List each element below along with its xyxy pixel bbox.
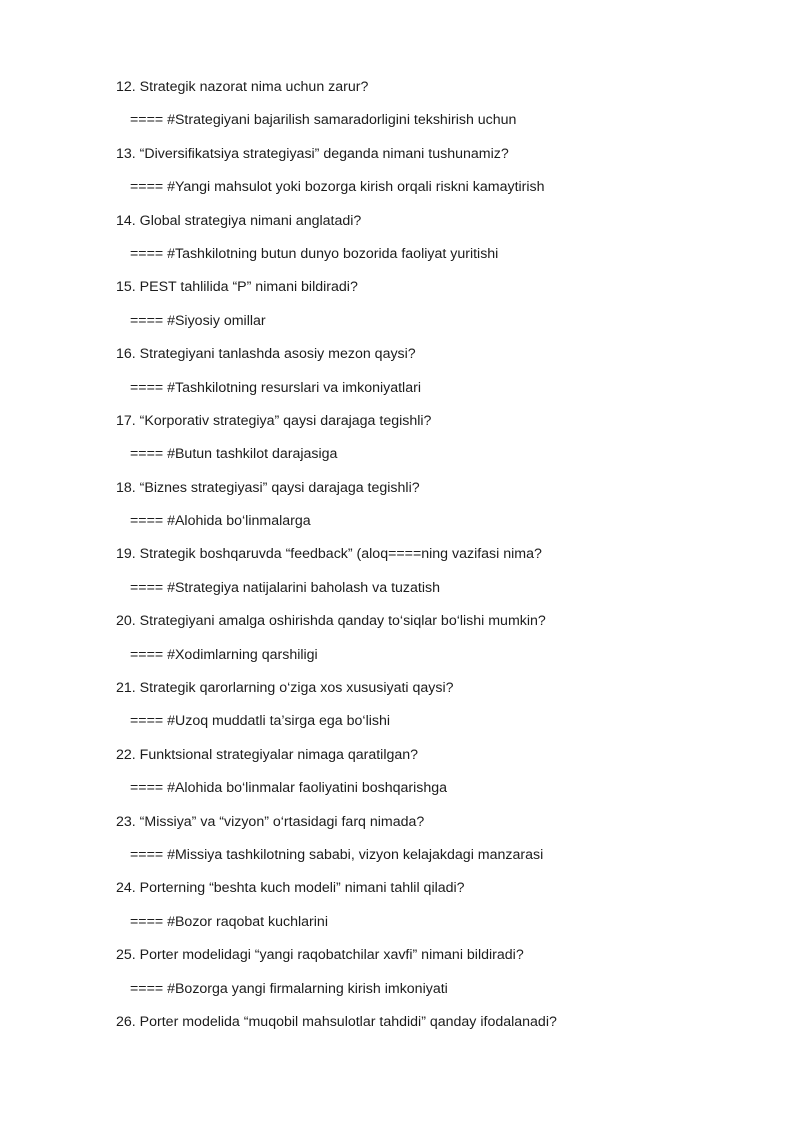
question-15: 15. PEST tahlilida “P” nimani bildiradi? bbox=[116, 279, 358, 296]
answer-22: ==== #Alohida bo‘linmalar faoliyatini boshqarishga bbox=[130, 780, 448, 797]
question-24: 24. Porterning “beshta kuch modeli” nimani tahlil qiladi? bbox=[116, 880, 465, 897]
question-17: 17. “Korporativ strategiya” qaysi darajaga tegishli? bbox=[116, 412, 432, 429]
question-16: 16. Strategiyani tanlashda asosiy mezon qaysi? bbox=[116, 346, 416, 363]
question-14: 14. Global strategiya nimani anglatadi? bbox=[116, 212, 362, 229]
answer-17: ==== #Butun tashkilot darajasiga bbox=[130, 446, 338, 463]
question-21: 21. Strategik qarorlarning o‘ziga xos xususiyati qaysi? bbox=[116, 680, 454, 697]
answer-15: ==== #Siyosiy omillar bbox=[130, 312, 266, 329]
answer-14: ==== #Tashkilotning butun dunyo bozorida faoliyat yuritishi bbox=[130, 245, 499, 262]
question-13: 13. “Diversifikatsiya strategiyasi” deganda nimani tushunamiz? bbox=[116, 145, 509, 162]
answer-24: ==== #Bozor raqobat kuchlarini bbox=[130, 913, 328, 930]
question-22: 22. Funktsional strategiyalar nimaga qaratilgan? bbox=[116, 746, 419, 763]
answer-16: ==== #Tashkilotning resurslari va imkoniyatlari bbox=[130, 379, 421, 396]
answer-13: ==== #Yangi mahsulot yoki bozorga kirish orqali riskni kamaytirish bbox=[130, 179, 545, 196]
question-18: 18. “Biznes strategiyasi” qaysi darajaga tegishli? bbox=[116, 479, 420, 496]
answer-18: ==== #Alohida bo‘linmalarga bbox=[130, 513, 311, 530]
answer-20: ==== #Xodimlarning qarshiligi bbox=[130, 646, 318, 663]
question-19: 19. Strategik boshqaruvda “feedback” (aloq====ning vazifasi nima? bbox=[116, 546, 542, 563]
question-20: 20. Strategiyani amalga oshirishda qanday to‘siqlar bo‘lishi mumkin? bbox=[116, 613, 546, 630]
answer-21: ==== #Uzoq muddatli ta’sirga ega bo‘lishi bbox=[130, 713, 391, 730]
question-23: 23. “Missiya” va “vizyon” o‘rtasidagi farq nimada? bbox=[116, 813, 425, 830]
answer-25: ==== #Bozorga yangi firmalarning kirish imkoniyati bbox=[130, 980, 448, 997]
question-25: 25. Porter modelidagi “yangi raqobatchilar xavfi” nimani bildiradi? bbox=[116, 947, 524, 964]
question-list bbox=[116, 76, 756, 1044]
question-26: 26. Porter modelida “muqobil mahsulotlar tahdidi” qanday ifodalanadi? bbox=[116, 1013, 557, 1030]
answer-19: ==== #Strategiya natijalarini baholash va tuzatish bbox=[130, 579, 440, 596]
question-12: 12. Strategik nazorat nima uchun zarur? bbox=[116, 79, 369, 95]
answer-23: ==== #Missiya tashkilotning sababi, vizyon kelajakdagi manzarasi bbox=[130, 846, 544, 863]
answer-12: ==== #Strategiyani bajarilish samaradorligini tekshirish uchun bbox=[130, 112, 517, 129]
